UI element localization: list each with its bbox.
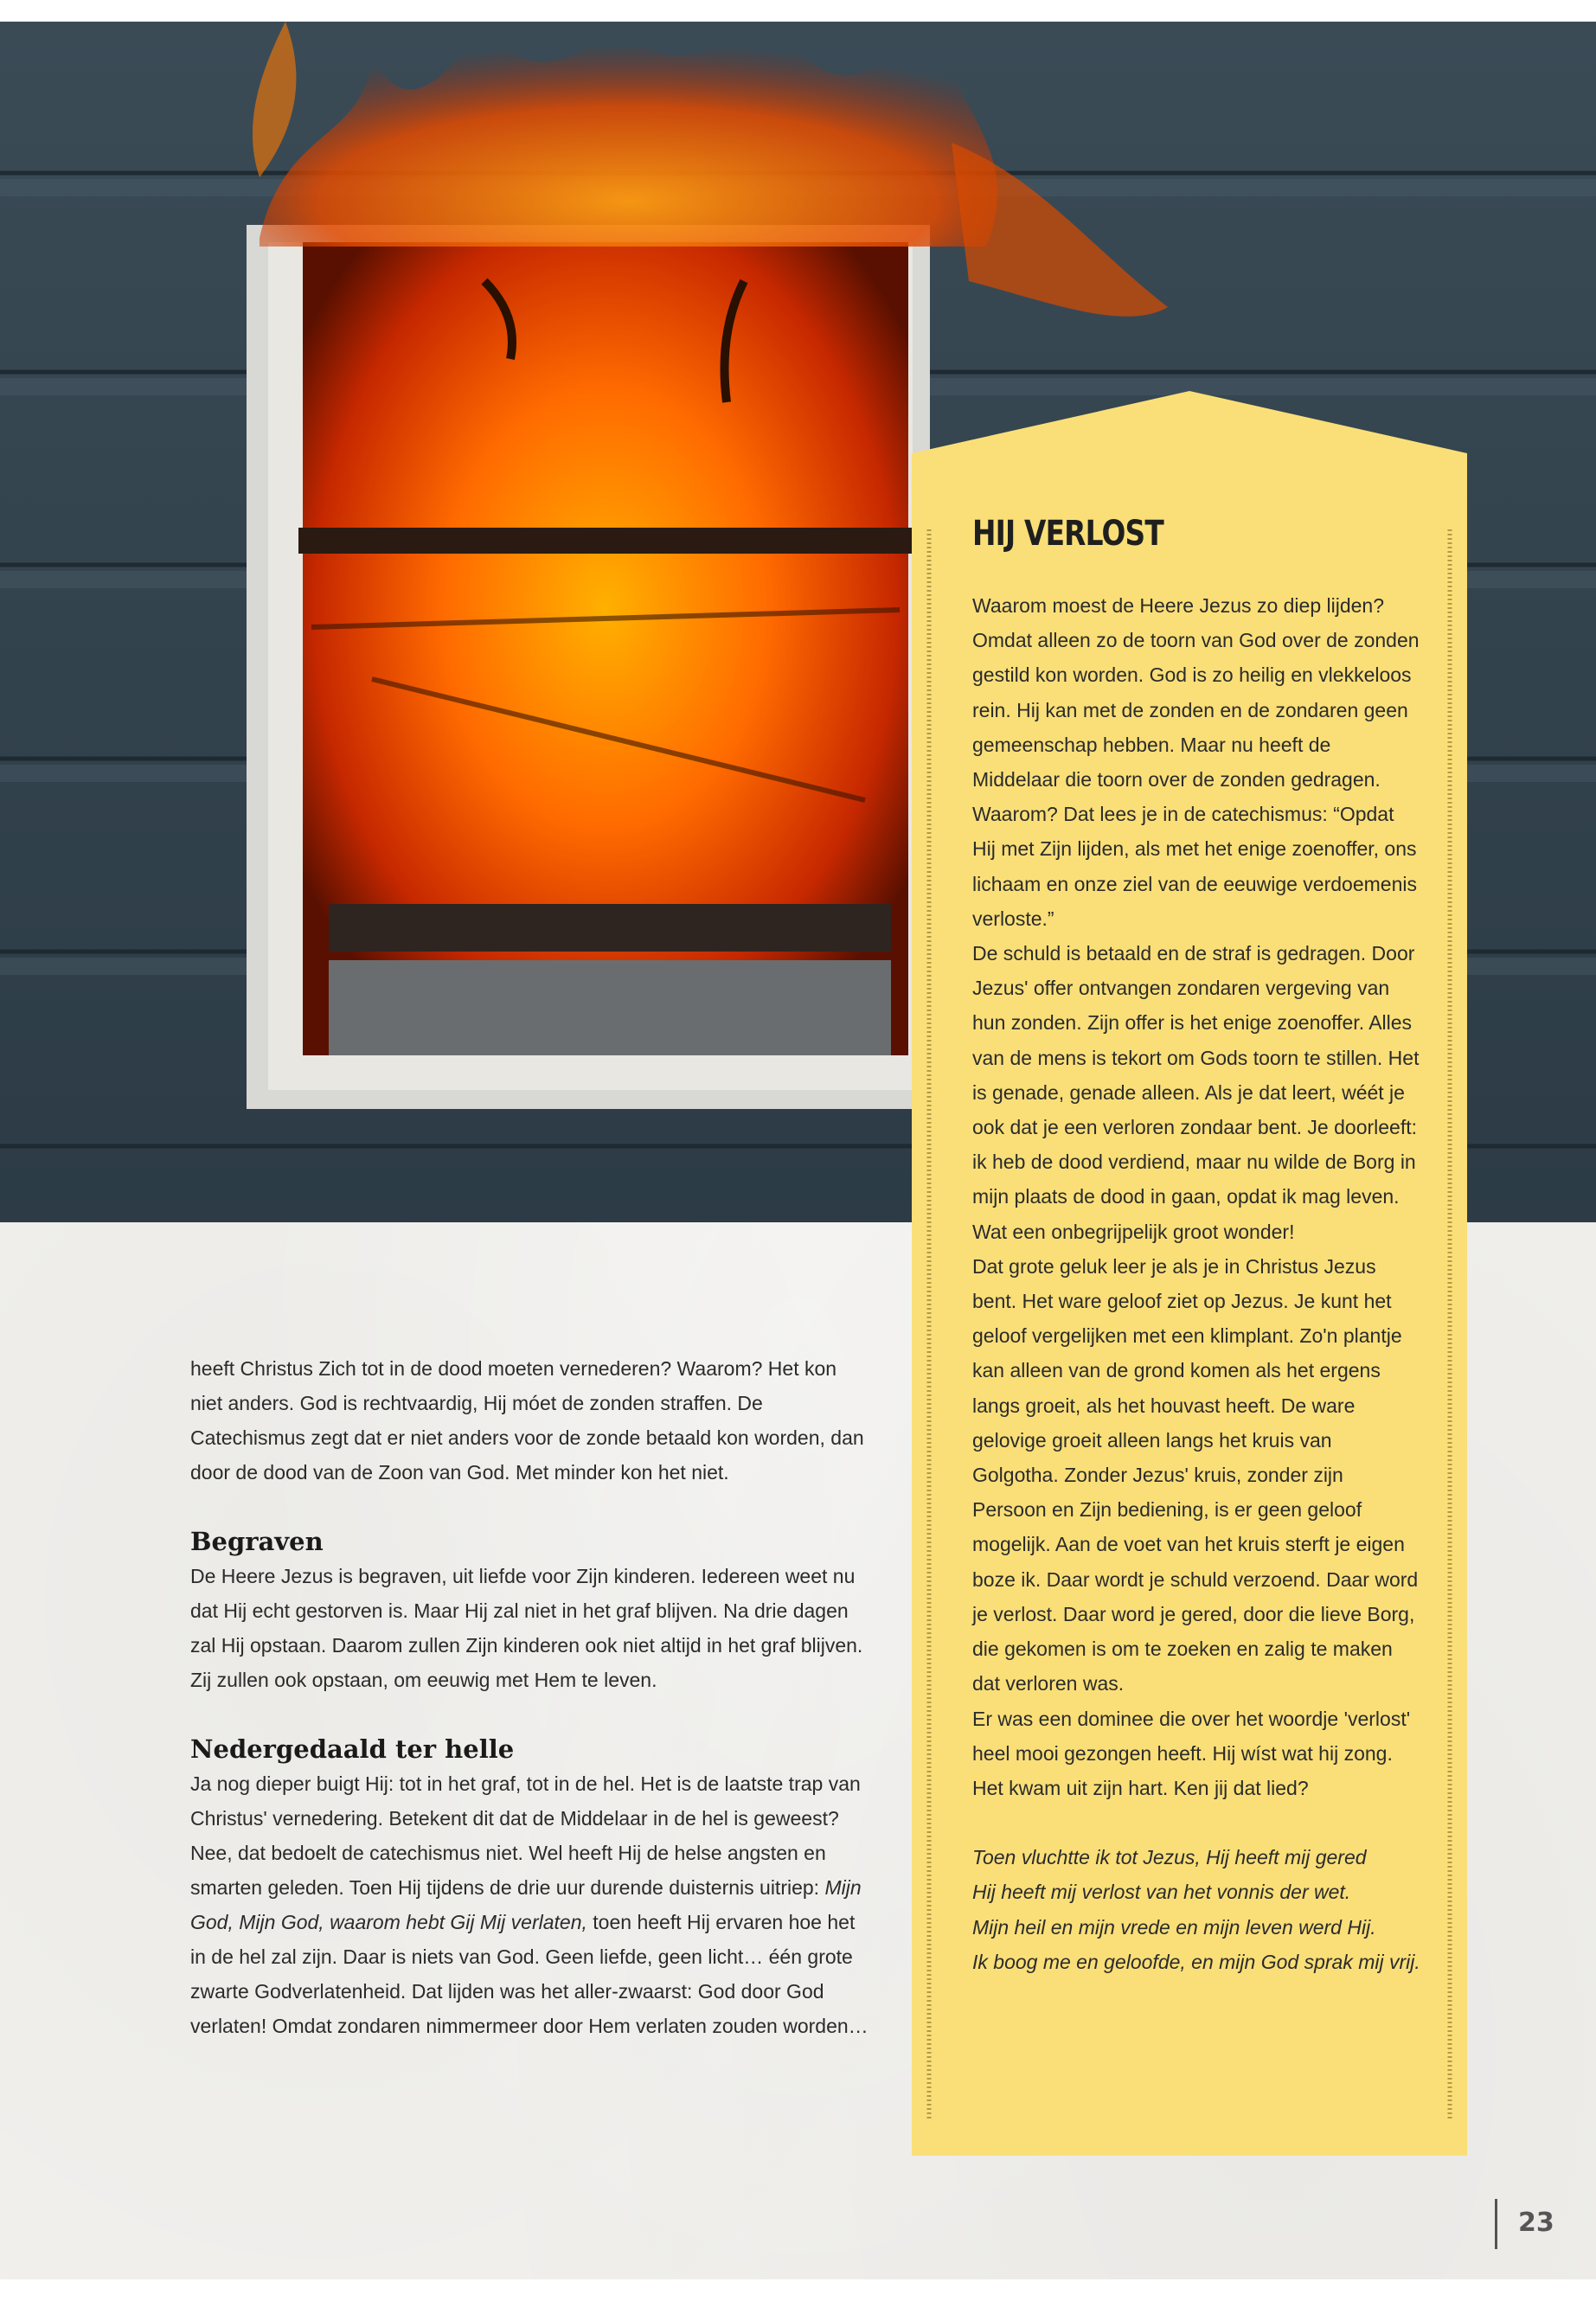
intro-paragraph: heeft Christus Zich tot in de dood moeten vernederen? Waarom? Het kon niet anders. God is rechtvaardig, Hij móet de zonden straffen. De Catechismus zegt dat er niet anders voor de zonde betaald kon worden, dan door de dood van de Zoon van God. Met minder kon het niet. [190,1357,864,1484]
left-column [190,1351,869,2043]
sidebar-box [912,391,1467,2156]
nedergedaald-quote: Mijn God, Mijn God, waarom hebt Gij Mij verlaten, [190,1876,862,1933]
poem-line: Hij heeft mij verlost van het vonnis der wet. [972,1881,1351,1904]
begraven-paragraph: De Heere Jezus is begraven, uit liefde voor Zijn kinderen. Iedereen weet nu dat Hij echt gestorven is. Maar Hij zal niet in het graf blijven. Na drie dagen zal Hij opstaan. Daarom zullen Zijn kinderen ook niet altijd in het graf blijven. Zij zullen ook opstaan, om eeuwig met Hem te leven. [190,1565,863,1691]
page-number-rule [1495,2199,1497,2249]
nedergedaald-text-b: toen heeft Hij ervaren hoe het in de hel zal zijn. Daar is niets van God. Geen liefde, geen licht… één grote zwarte Godverlatenheid. Dat lijden was het aller-zwaarst: God door God verlaten! Omdat zondaren nimmermeer door Hem verlaten zouden worden… [190,1911,869,2037]
page-number: 23 [1518,2208,1554,2238]
poem-line: Mijn heil en mijn vrede en mijn leven werd Hij. [972,1915,1376,1939]
sidebar-paragraph-3: Dat grote geluk leer je als je in Christus Jezus bent. Het ware geloof ziet op Jezus. Je kunt het geloof vergelijken met een klimplant. Zo'n plantje kan alleen van de grond komen als het ergens langs groeit, als het houvast heeft. De ware gelovige groeit alleen langs het kruis van Golgotha. Zonder Jezus' kruis, zonder zijn Persoon en Zijn bediening, is er geen geloof mogelijk. Aan de voet van het kruis sterft je eigen boze ik. Daar wordt je schuld verzoend. Daar word je verlost. Daar word je gered, door die lieve Borg, die gekomen is om te zoeken en zalig te maken dat verloren was. [972,1254,1419,1695]
sidebar-heading: HIJ VERLOST [972,514,1163,554]
sidebar-paragraph-4: Er was een dominee die over het woordje 'verlost' heel mooi gezongen heeft. Hij wíst wat hij zong. Het kwam uit zijn hart. Ken jij dat lied? [972,1707,1411,1799]
poem-line: Toen vluchtte ik tot Jezus, Hij heeft mij gered [972,1846,1367,1869]
poem-line: Ik boog me en geloofde, en mijn God sprak mij vrij. [972,1950,1420,1973]
nedergedaald-text-a: Ja nog dieper buigt Hij: tot in het graf, tot in de hel. Het is de laatste trap van Christus' vernedering. Betekent dit dat de Middelaar in de hel is geweest? Nee, dat bedoelt de catechismus niet. Wel heeft Hij de helse angsten en smarten geleden. Toen Hij tijdens de drie uur durende duisternis uitriep: [190,1772,861,1899]
nedergedaald-paragraph [190,1766,869,2043]
sidebar-paragraph-1: Waarom moest de Heere Jezus zo diep lijden? Omdat alleen zo de toorn van God over de zonden gestild kon worden. God is zo heilig en vlekkeloos rein. Hij kan met de zonden en de zondaren geen gemeenschap hebben. Maar nu heeft de Middelaar die toorn over de zonden gedragen. Waarom? Dat lees je in de catechismus: “Opdat Hij met Zijn lijden, als met het enige zoenoffer, ons lichaam en onze ziel van de eeuwige verdoemenis verloste.” [972,594,1420,930]
sidebar-paragraph-2: De schuld is betaald en de straf is gedragen. Door Jezus' offer ontvangen zondaren vergeving van hun zonden. Zijn offer is het enige zoenoffer. Alles van de mens is tekort om Gods toorn te stillen. Het is genade, genade alleen. Als je dat leert, wéét je ook dat je een verloren zondaar bent. Je doorleeft: ik heb de dood verdiend, maar nu wilde de Borg in mijn plaats de dood in gaan, opdat ik mag leven. Wat een onbegrijpelijk groot wonder! [972,942,1420,1243]
poem [972,1840,1422,1979]
heading-begraven: Begraven [190,1527,324,1556]
sidebar-text [972,512,1422,1979]
heading-nedergedaald: Nedergedaald ter helle [190,1734,515,1764]
